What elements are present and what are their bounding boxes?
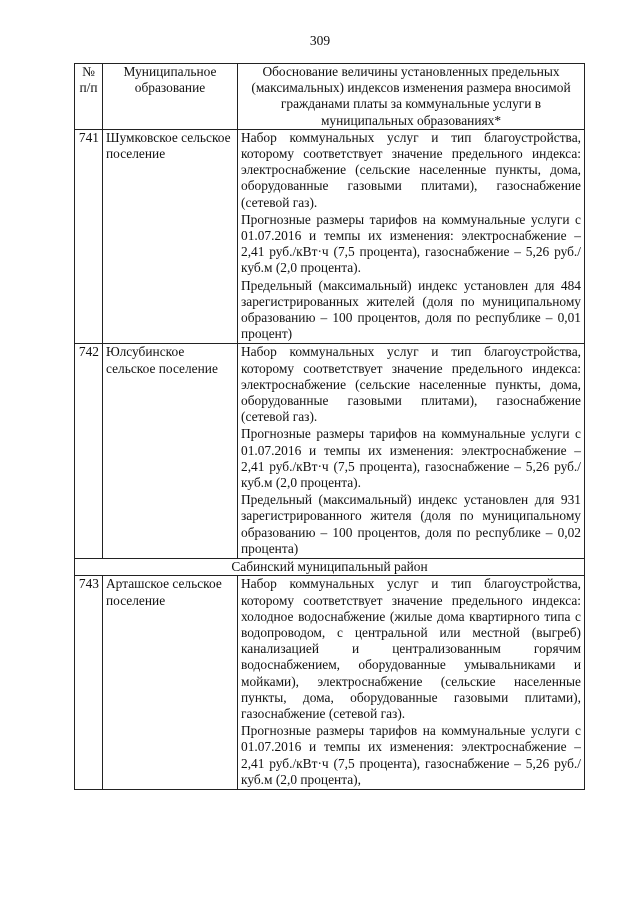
row-municipality: Шумковское сельское поселение bbox=[103, 129, 238, 344]
district-heading: Сабинский муниципальный район bbox=[75, 559, 585, 576]
district-row bbox=[75, 559, 585, 576]
paragraph: Набор коммунальных услуг и тип благоустройства, которому соответствует значение предельного индекса: холодное водоснабжение (жилые дома квартирного типа с водопроводом, с центральной или местной (выгреб) канализацией и централизованным горячим водоснабжением, оборудованные умывальниками и мойками), электроснабжение (сельские населенные пункты, дома, оборудованные газовыми плитами), газоснабжение (сетевой газ). bbox=[241, 576, 581, 721]
header-num: № п/п bbox=[75, 64, 103, 130]
row-justification bbox=[238, 576, 585, 790]
table-row bbox=[75, 129, 585, 344]
row-justification bbox=[238, 344, 585, 559]
paragraph: Предельный (максимальный) индекс установлен для 484 зарегистрированных жителей (доля по муниципальному образованию – 100 процентов, доля по республике – 0,01 процент) bbox=[241, 277, 581, 342]
row-municipality: Арташское сельское поселение bbox=[103, 576, 238, 790]
paragraph: Прогнозные размеры тарифов на коммунальные услуги с 01.07.2016 и темпы их изменения: электроснабжение – 2,41 руб./кВт·ч (7,5 процента), газоснабжение – 5,26 руб./куб.м (2,0 процента), bbox=[241, 723, 581, 787]
paragraph: Набор коммунальных услуг и тип благоустройства, которому соответствует значение предельного индекса: электроснабжение (сельские населенные пункты, дома, оборудованные газовыми плитами), газоснабжение (сетевой газ). bbox=[241, 344, 581, 425]
paragraph: Предельный (максимальный) индекс установлен для 931 зарегистрированного жителя (доля по муниципальному образованию – 100 процентов, доля по республике – 0,02 процента) bbox=[241, 492, 581, 556]
paragraph: Прогнозные размеры тарифов на коммунальные услуги с 01.07.2016 и темпы их изменения: электроснабжение – 2,41 руб./кВт·ч (7,5 процента), газоснабжение – 5,26 руб./куб.м (2,0 процента). bbox=[241, 426, 581, 491]
table-row bbox=[75, 344, 585, 559]
row-number: 742 bbox=[75, 344, 103, 559]
table-row bbox=[75, 576, 585, 790]
page-number: 309 bbox=[309, 33, 331, 48]
row-number: 741 bbox=[75, 129, 103, 344]
header-municipality: Муниципальное образование bbox=[103, 64, 238, 130]
row-justification bbox=[238, 129, 585, 344]
table-header-row bbox=[75, 64, 585, 130]
paragraph: Набор коммунальных услуг и тип благоустройства, которому соответствует значение предельного индекса: электроснабжение (сельские населенные пункты, дома, оборудованные газовыми плитами), газоснабжение (сетевой газ). bbox=[241, 129, 581, 210]
paragraph: Прогнозные размеры тарифов на коммунальные услуги с 01.07.2016 и темпы их изменения: электроснабжение – 2,41 руб./кВт·ч (7,5 процента), газоснабжение – 5,26 руб./куб.м (2,0 процента). bbox=[241, 211, 581, 276]
header-justification: Обоснование величины установленных предельных (максимальных) индексов изменения размера вносимой гражданами платы за коммунальные услуги в муниципальных образованиях* bbox=[238, 64, 585, 130]
row-municipality: Юлсубинское сельское поселение bbox=[103, 344, 238, 559]
row-number: 743 bbox=[75, 576, 103, 790]
indices-table bbox=[74, 63, 585, 790]
